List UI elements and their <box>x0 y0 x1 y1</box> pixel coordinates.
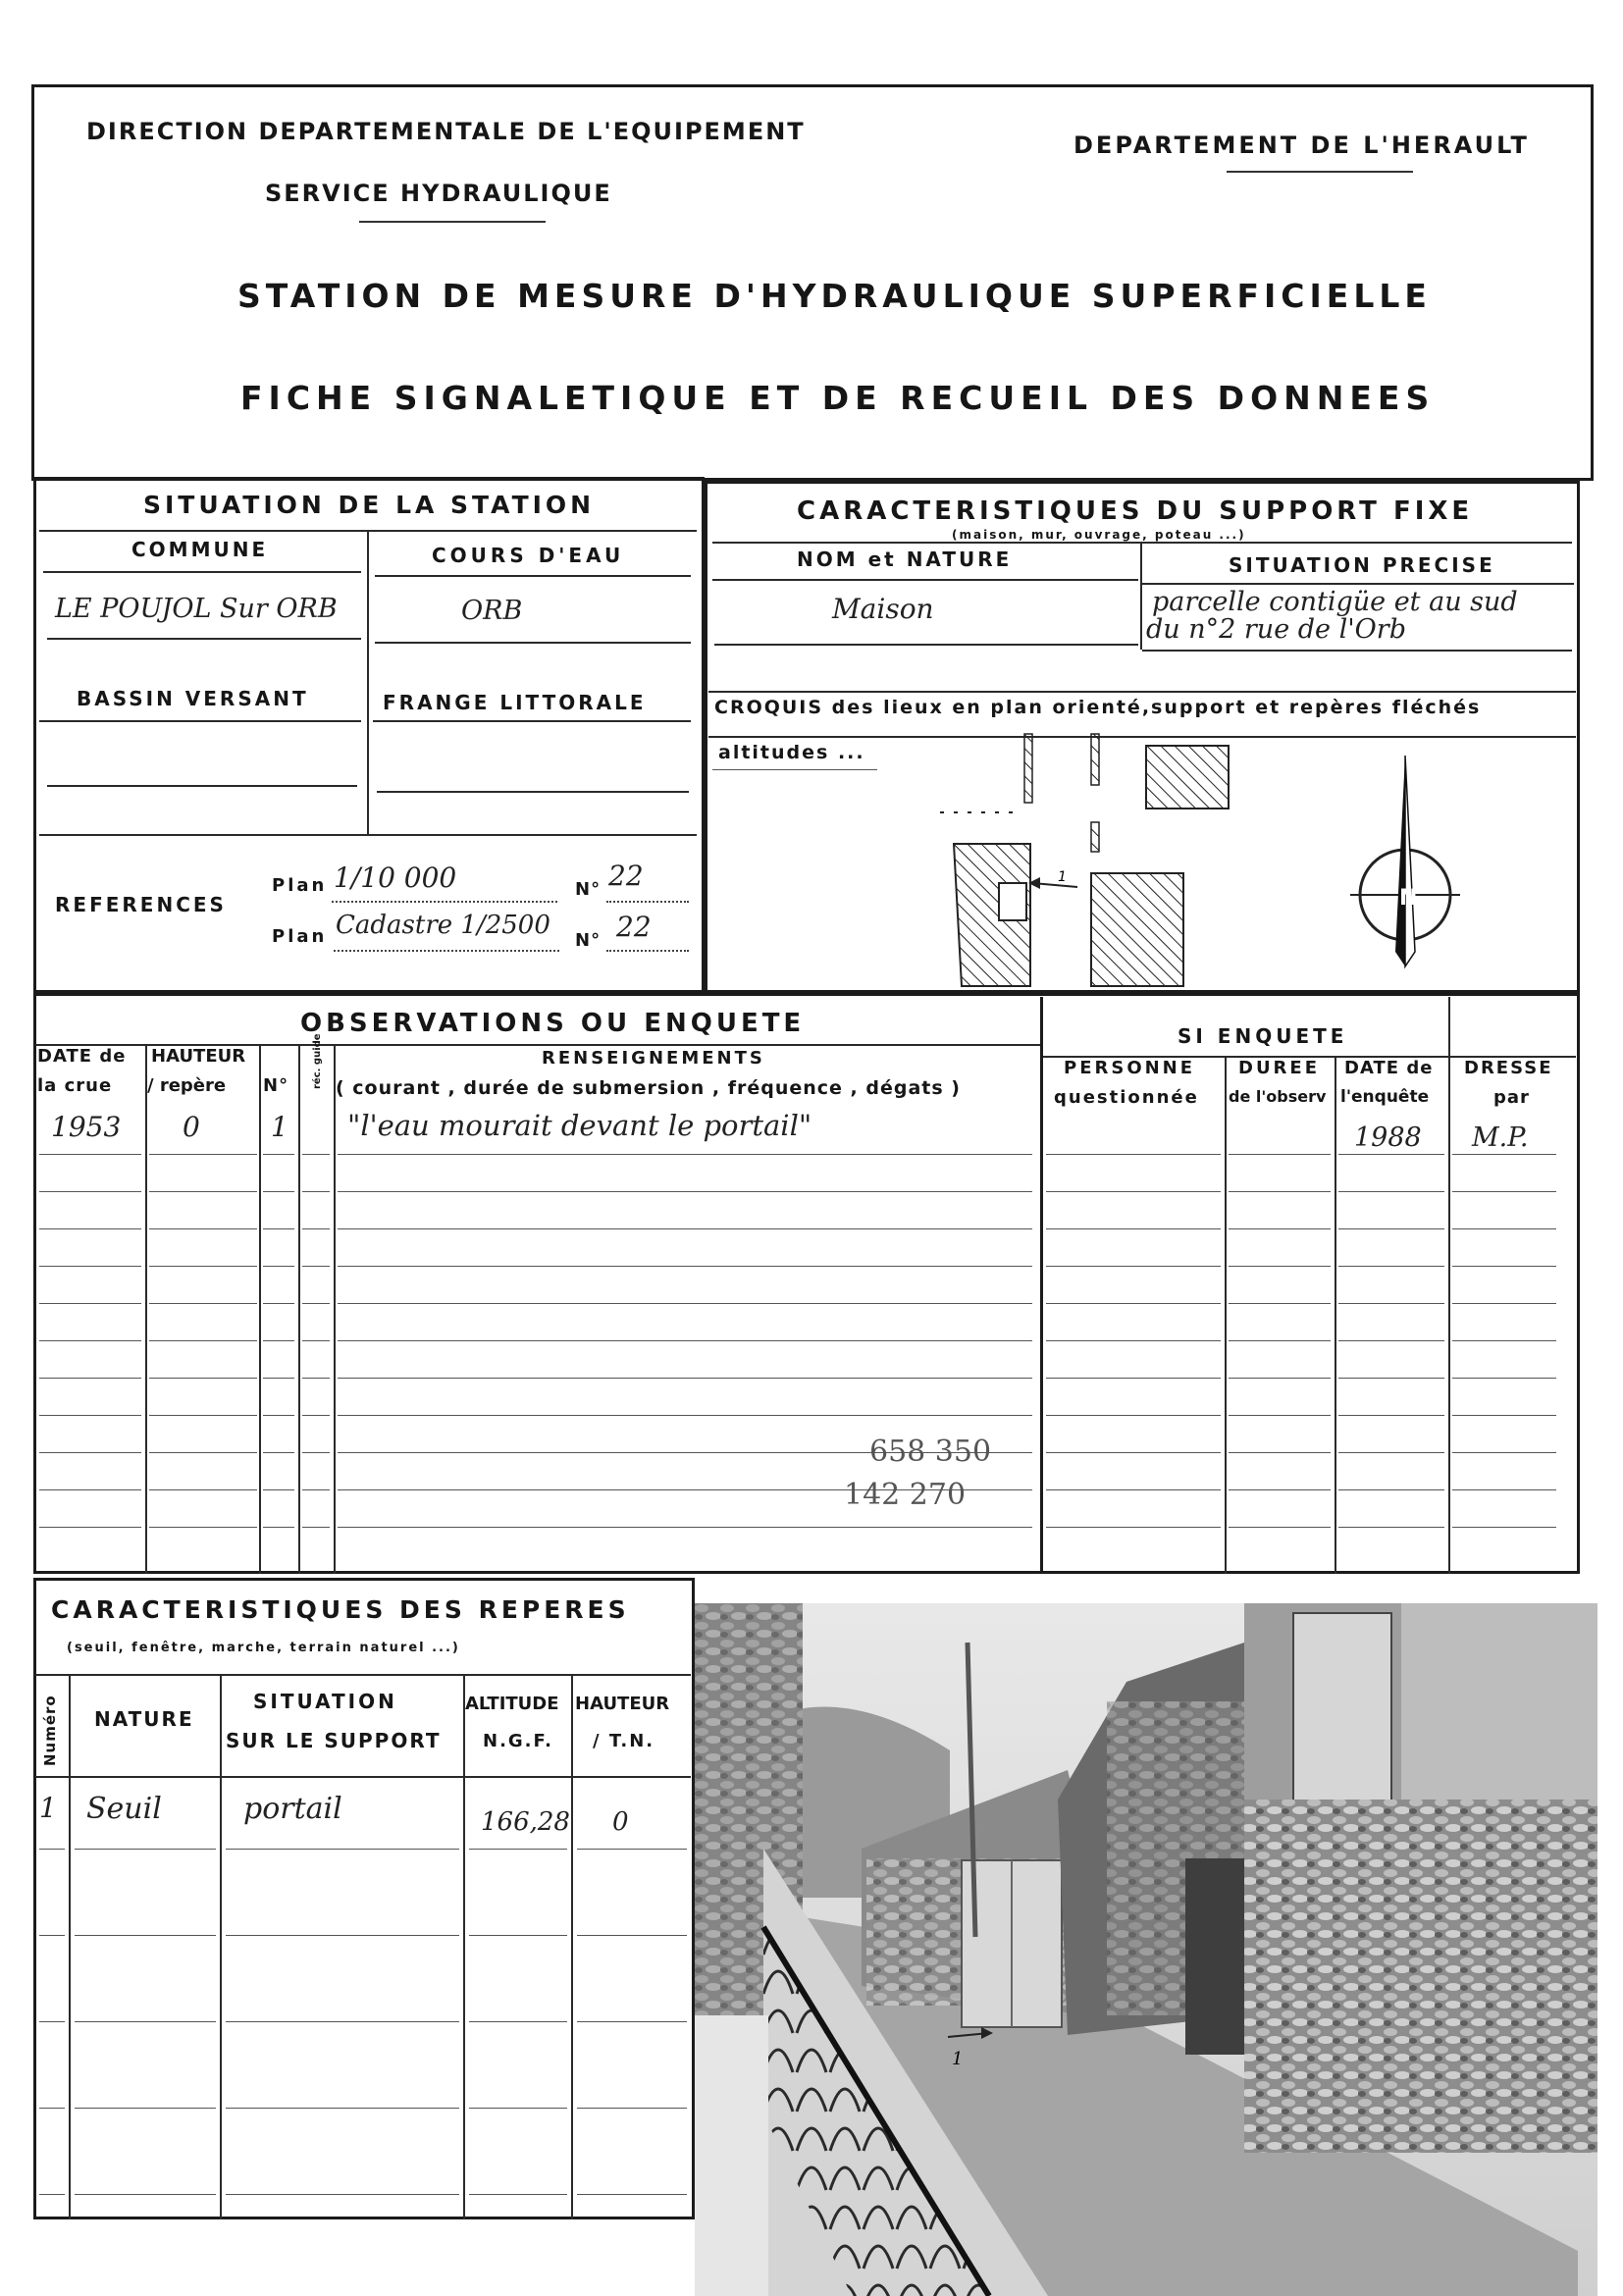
obs-rule-line <box>1229 1191 1331 1192</box>
obs-rule-line <box>338 1154 1032 1155</box>
obs-rule-line <box>1338 1228 1444 1229</box>
col-dresse-2: par <box>1493 1087 1530 1108</box>
obs-rule-line <box>302 1415 330 1416</box>
col-dresse-1: DRESSE <box>1464 1058 1553 1078</box>
rep-rule-line <box>469 1935 567 1936</box>
obs-rule-line <box>1229 1527 1331 1528</box>
rep-rule-line <box>39 1849 65 1850</box>
sketch-marker: 1 <box>1058 869 1067 885</box>
rep-col-hauteur-1: HAUTEUR <box>575 1694 670 1714</box>
frange-label: FRANGE LITTORALE <box>383 691 647 714</box>
obs-row1-renseignement: "l'eau mourait devant le portail" <box>347 1109 812 1142</box>
obs-col-5 <box>1225 1056 1227 1574</box>
rep-rule-line <box>75 2194 216 2195</box>
col-personne-2: questionnée <box>1054 1087 1199 1108</box>
rep-col-3 <box>463 1674 465 2219</box>
rep-rule-line <box>39 1935 65 1936</box>
bassin-value-rule <box>47 785 357 787</box>
obs-rule-line <box>39 1340 141 1341</box>
coord-x: 658 350 <box>869 1435 992 1469</box>
obs-rule-line <box>149 1191 257 1192</box>
rep-col-altitude-2: N.G.F. <box>483 1731 554 1751</box>
reperes-title: CARACTERISTIQUES DES REPERES <box>51 1595 630 1624</box>
enquete-left-border <box>1040 997 1043 1574</box>
croquis-label: CROQUIS des lieux en plan orienté,support et repères fléchés <box>714 697 1482 718</box>
obs-rule-line <box>263 1303 294 1304</box>
col-hauteur-2: / repère <box>147 1075 227 1096</box>
nom-label: NOM et NATURE <box>797 548 1013 571</box>
rep-rule-line <box>39 2021 65 2022</box>
support-title: CARACTERISTIQUES DU SUPPORT FIXE <box>797 496 1474 526</box>
bassin-rule <box>39 720 361 722</box>
frange-value-rule <box>377 791 689 793</box>
obs-rule-line <box>1229 1228 1331 1229</box>
obs-rule-line <box>149 1527 257 1528</box>
no1-dots <box>606 901 689 903</box>
rep-rule-line <box>75 1849 216 1850</box>
reperes-subtitle: (seuil, fenêtre, marche, terrain naturel ...) <box>67 1641 460 1655</box>
cours-label: COURS D'EAU <box>432 544 625 567</box>
rep-rule-line <box>226 2021 459 2022</box>
commune-label: COMMUNE <box>131 538 269 561</box>
obs-col-1 <box>145 1044 147 1574</box>
obs-rule-line <box>263 1452 294 1453</box>
col-duree-1: DUREE <box>1238 1058 1321 1078</box>
obs-rule-line <box>263 1340 294 1341</box>
obs-rule-line <box>263 1191 294 1192</box>
obs-rule-line <box>1046 1228 1221 1229</box>
obs-rule-line <box>338 1527 1032 1528</box>
obs-rule-line <box>302 1191 330 1192</box>
obs-rule-line <box>1046 1154 1221 1155</box>
obs-rule-line <box>1229 1489 1331 1490</box>
obs-rule-line <box>302 1154 330 1155</box>
bassin-label: BASSIN VERSANT <box>77 687 309 710</box>
situation-title: SITUATION DE LA STATION <box>143 491 596 519</box>
situation-precise-line2: du n°2 rue de l'Orb <box>1146 614 1406 645</box>
obs-rule-line <box>1046 1527 1221 1528</box>
obs-rule-line <box>302 1378 330 1379</box>
obs-rule-line <box>1452 1228 1556 1229</box>
obs-rule-line <box>149 1415 257 1416</box>
rep-rule-line <box>75 1935 216 1936</box>
col-date-enquete-2: l'enquête <box>1340 1087 1430 1107</box>
obs-rule-line <box>1229 1452 1331 1453</box>
obs-rule-line <box>1229 1415 1331 1416</box>
rep-row1-situation: portail <box>243 1792 342 1826</box>
obs-rule-line <box>1338 1191 1444 1192</box>
rep-col-nature: NATURE <box>94 1707 194 1731</box>
col-duree-2: de l'observ <box>1229 1087 1327 1106</box>
obs-rule-line <box>1452 1266 1556 1267</box>
rep-col-2 <box>220 1674 222 2219</box>
obs-rule-line <box>149 1489 257 1490</box>
col-no: N° <box>263 1075 289 1096</box>
obs-rule-line <box>1452 1378 1556 1379</box>
situation-col-divider <box>367 532 369 834</box>
rep-rule-line <box>226 1935 459 1936</box>
rep-rule-line <box>469 2108 567 2109</box>
cours-value: ORB <box>461 596 523 626</box>
obs-rule-line <box>39 1303 141 1304</box>
obs-rule-line <box>1046 1266 1221 1267</box>
obs-rule-line <box>1452 1340 1556 1341</box>
street-photo <box>695 1603 1597 2296</box>
plan1-value: 1/10 000 <box>334 861 457 894</box>
obs-rule-line <box>1046 1303 1221 1304</box>
obs-rule-line <box>149 1228 257 1229</box>
obs-rule-line <box>302 1303 330 1304</box>
obs-rule-line <box>1338 1415 1444 1416</box>
obs-rule-line <box>1452 1415 1556 1416</box>
plan2-dots <box>334 950 559 952</box>
obs-rule-line <box>1338 1340 1444 1341</box>
altitudes-label: altitudes ... <box>718 742 865 763</box>
rep-rule-line <box>577 2194 687 2195</box>
rep-rule-line <box>577 1849 687 1850</box>
obs-rule-line <box>1338 1452 1444 1453</box>
no1-value: 22 <box>608 860 644 892</box>
obs-row1-date-enquete: 1988 <box>1354 1122 1422 1153</box>
obs-rule-line <box>39 1489 141 1490</box>
obs-rule-line <box>1046 1191 1221 1192</box>
cours-rule <box>375 575 691 577</box>
commune-value-rule <box>47 638 361 640</box>
croquis-sketch <box>932 726 1560 991</box>
obs-rule-line <box>1229 1340 1331 1341</box>
obs-col-7 <box>1448 997 1450 1574</box>
no1-label: N° <box>575 879 602 900</box>
departement-text: DEPARTEMENT DE L'HERAULT <box>1073 131 1530 159</box>
rep-rule-line <box>226 1849 459 1850</box>
col-hauteur-1: HAUTEUR <box>151 1046 246 1067</box>
situation-precise-line1: parcelle contigüe et au sud <box>1152 587 1518 617</box>
obs-rule-line <box>1046 1452 1221 1453</box>
rep-row1-hauteur: 0 <box>612 1807 629 1837</box>
no2-value: 22 <box>616 911 652 943</box>
nom-value-rule <box>714 644 1138 646</box>
col-rec: réc. guide <box>312 1033 323 1089</box>
rep-col-situation-2: SUR LE SUPPORT <box>226 1729 442 1752</box>
obs-rule-line <box>149 1340 257 1341</box>
observations-title: OBSERVATIONS OU ENQUETE <box>300 1009 806 1038</box>
obs-rule-line <box>39 1378 141 1379</box>
obs-rule-line <box>149 1303 257 1304</box>
obs-rule-line <box>263 1415 294 1416</box>
obs-rule-line <box>1229 1378 1331 1379</box>
col-date-enquete-1: DATE de <box>1344 1058 1434 1078</box>
obs-rule-line <box>302 1228 330 1229</box>
coord-y: 142 270 <box>844 1478 967 1512</box>
obs-rule-line <box>1338 1154 1444 1155</box>
obs-rule-line <box>302 1452 330 1453</box>
service-underline <box>359 221 546 223</box>
frange-rule <box>373 720 691 722</box>
obs-col-2 <box>259 1044 261 1574</box>
support-col-divider <box>1140 544 1142 650</box>
rep-row1-nature: Seuil <box>86 1792 162 1826</box>
rep-col-altitude-1: ALTITUDE <box>465 1694 559 1714</box>
obs-rule-line <box>1338 1527 1444 1528</box>
obs-rule-line <box>1046 1415 1221 1416</box>
direction-text: DIRECTION DEPARTEMENTALE DE L'EQUIPEMENT <box>86 118 806 145</box>
croquis-top-rule <box>708 691 1576 693</box>
rep-col-1 <box>69 1674 71 2219</box>
obs-rule-line <box>39 1415 141 1416</box>
plan1-dots <box>332 901 557 903</box>
departement-underline <box>1227 171 1413 173</box>
no2-dots <box>606 950 689 952</box>
title-fiche: FICHE SIGNALETIQUE ET DE RECUEIL DES DONNEES <box>240 379 1436 417</box>
obs-rule-line <box>39 1266 141 1267</box>
rep-rule-line <box>469 2194 567 2195</box>
obs-rule-line <box>1338 1266 1444 1267</box>
obs-col-4 <box>334 1044 336 1574</box>
north-label: N <box>1399 886 1418 911</box>
col-renseignements-1: RENSEIGNEMENTS <box>542 1048 765 1069</box>
photo-marker: 1 <box>952 2049 964 2069</box>
situation-precise-label: SITUATION PRECISE <box>1229 553 1495 577</box>
rep-col-situation-1: SITUATION <box>253 1690 397 1713</box>
reperes-title-rule <box>35 1674 691 1676</box>
obs-rule-line <box>302 1266 330 1267</box>
obs-rule-line <box>302 1527 330 1528</box>
rep-col-numero: Numéro <box>41 1695 59 1766</box>
obs-col-6 <box>1335 1056 1336 1574</box>
col-personne-1: PERSONNE <box>1064 1058 1196 1078</box>
obs-rule-line <box>39 1191 141 1192</box>
obs-row1-date: 1953 <box>51 1111 122 1143</box>
obs-rule-line <box>149 1154 257 1155</box>
obs-rule-line <box>1046 1378 1221 1379</box>
obs-rule-line <box>1452 1489 1556 1490</box>
obs-rule-line <box>263 1228 294 1229</box>
obs-rule-line <box>1452 1452 1556 1453</box>
support-subtitle: (maison, mur, ouvrage, poteau ...) <box>952 528 1246 542</box>
obs-rule-line <box>302 1489 330 1490</box>
obs-row1-hauteur: 0 <box>183 1111 200 1143</box>
col-date-crue-2: la crue <box>37 1075 113 1096</box>
rep-col-4 <box>571 1674 573 2219</box>
obs-rule-line <box>338 1378 1032 1379</box>
obs-rule-line <box>338 1228 1032 1229</box>
altitudes-rule <box>712 769 877 770</box>
obs-rule-line <box>1046 1340 1221 1341</box>
plan2-label: Plan <box>272 926 328 947</box>
reperes-header-rule <box>35 1776 691 1778</box>
obs-rule-line <box>1229 1154 1331 1155</box>
rep-rule-line <box>226 2108 459 2109</box>
obs-row1-no: 1 <box>271 1111 288 1143</box>
obs-rule-line <box>338 1415 1032 1416</box>
obs-rule-line <box>1229 1266 1331 1267</box>
plan2-value: Cadastre 1/2500 <box>336 911 550 940</box>
obs-rule-line <box>1452 1191 1556 1192</box>
obs-rule-line <box>263 1527 294 1528</box>
rep-rule-line <box>469 1849 567 1850</box>
obs-rule-line <box>1338 1303 1444 1304</box>
plan1-label: Plan <box>272 875 328 896</box>
obs-rule-line <box>149 1266 257 1267</box>
rep-rule-line <box>577 2021 687 2022</box>
commune-value: LE POUJOL Sur ORB <box>55 594 338 624</box>
obs-rule-line <box>39 1154 141 1155</box>
obs-rule-line <box>1452 1154 1556 1155</box>
rep-row1-numero: 1 <box>39 1792 57 1824</box>
situation-precise-rule <box>1142 583 1574 585</box>
obs-rule-line <box>338 1340 1032 1341</box>
rep-rule-line <box>226 2194 459 2195</box>
obs-rule-line <box>39 1452 141 1453</box>
rep-col-hauteur-2: / T.N. <box>593 1731 655 1751</box>
nom-value: Maison <box>832 593 934 625</box>
obs-rule-line <box>1338 1378 1444 1379</box>
obs-row1-dresse: M.P. <box>1472 1122 1529 1153</box>
obs-rule-line <box>263 1154 294 1155</box>
obs-rule-line <box>39 1527 141 1528</box>
title-station: STATION DE MESURE D'HYDRAULIQUE SUPERFICIELLE <box>237 277 1432 315</box>
rep-rule-line <box>75 2108 216 2109</box>
no2-label: N° <box>575 930 602 951</box>
rep-rule-line <box>75 2021 216 2022</box>
obs-rule-line <box>263 1378 294 1379</box>
obs-rule-line <box>1452 1303 1556 1304</box>
rep-row1-altitude: 166,28 <box>481 1807 570 1837</box>
service-text: SERVICE HYDRAULIQUE <box>265 180 612 207</box>
obs-rule-line <box>338 1266 1032 1267</box>
obs-rule-line <box>1046 1489 1221 1490</box>
obs-rule-line <box>338 1191 1032 1192</box>
situation-value-rule <box>1142 650 1572 652</box>
references-top-rule <box>39 834 697 836</box>
references-label: REFERENCES <box>55 893 227 916</box>
obs-rule-line <box>263 1489 294 1490</box>
support-title-rule <box>712 542 1572 544</box>
rep-rule-line <box>39 2108 65 2109</box>
obs-col-3 <box>298 1044 300 1574</box>
nom-rule <box>712 579 1138 581</box>
obs-rule-line <box>1338 1489 1444 1490</box>
obs-rule-line <box>39 1228 141 1229</box>
rep-rule-line <box>577 2108 687 2109</box>
enquete-title: SI ENQUETE <box>1178 1024 1348 1048</box>
obs-rule-line <box>302 1340 330 1341</box>
rep-rule-line <box>469 2021 567 2022</box>
obs-rule-line <box>1229 1303 1331 1304</box>
obs-rule-line <box>263 1266 294 1267</box>
col-date-crue-1: DATE de <box>37 1046 127 1067</box>
obs-rule-line <box>1452 1527 1556 1528</box>
rep-rule-line <box>577 1935 687 1936</box>
cours-value-rule <box>375 642 691 644</box>
col-renseignements-2: ( courant , durée de submersion , fréquence , dégats ) <box>336 1077 961 1099</box>
commune-rule <box>43 571 361 573</box>
rep-rule-line <box>39 2194 65 2195</box>
obs-rule-line <box>149 1378 257 1379</box>
obs-rule-line <box>338 1303 1032 1304</box>
obs-rule-line <box>149 1452 257 1453</box>
